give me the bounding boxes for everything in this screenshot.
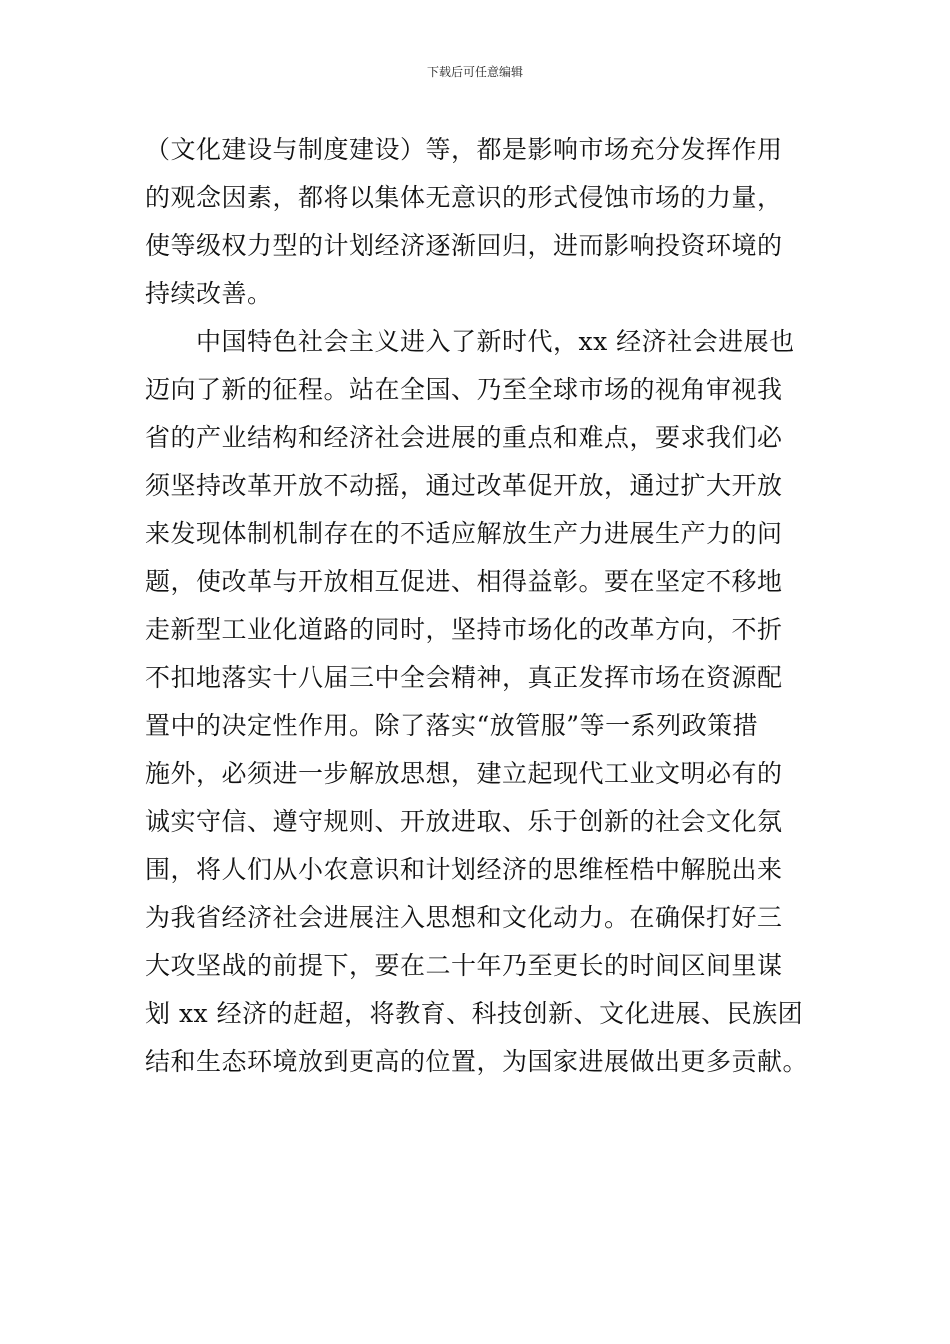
text-line: 诚实守信、遵守规则、开放进取、乐于创新的社会文化氛 [145,807,783,836]
paragraph-start-line: 中国特色社会主义进入了新时代，xx 经济社会进展也 [145,327,795,356]
text-line: 围，将人们从小农意识和计划经济的思维桎梏中解脱出来 [145,855,783,884]
page-header: 下载后可任意编辑 [426,65,523,79]
text-line: 使等级权力型的计划经济逐渐回归，进而影响投资环境的 [145,231,783,260]
text-line: 来发现体制机制存在的不适应解放生产力进展生产力的问 [145,519,783,548]
body-text [145,126,815,1086]
text-line: 为我省经济社会进展注入思想和文化动力。在确保打好三 [145,903,783,932]
text-line: 施外，必须进一步解放思想，建立起现代工业文明必有的 [145,759,783,788]
text-line: 迈向了新的征程。站在全国、乃至全球市场的视角审视我 [145,375,783,404]
text-line: 划 xx 经济的赶超，将教育、科技创新、文化进展、民族团 [145,999,804,1028]
text-line: 持续改善。 [145,279,273,308]
text-line: 省的产业结构和经济社会进展的重点和难点，要求我们必 [145,423,783,452]
text-line: 置中的决定性作用。除了落实“放管服”等一系列政策措 [145,711,759,740]
text-line: 走新型工业化道路的同时，坚持市场化的改革方向，不折 [145,615,783,644]
text-line: 不扣地落实十八届三中全会精神，真正发挥市场在资源配 [145,663,783,692]
text-line: 的观念因素，都将以集体无意识的形式侵蚀市场的力量， [145,183,783,212]
text-line: 大攻坚战的前提下，要在二十年乃至更长的时间区间里谋 [145,951,783,980]
text-line: （文化建设与制度建设）等，都是影响市场充分发挥作用 [145,135,783,164]
text-line: 须坚持改革开放不动摇，通过改革促开放，通过扩大开放 [145,471,783,500]
text-line: 题，使改革与开放相互促进、相得益彰。要在坚定不移地 [145,567,783,596]
text-line: 结和生态环境放到更高的位置，为国家进展做出更多贡献。 [145,1047,809,1076]
